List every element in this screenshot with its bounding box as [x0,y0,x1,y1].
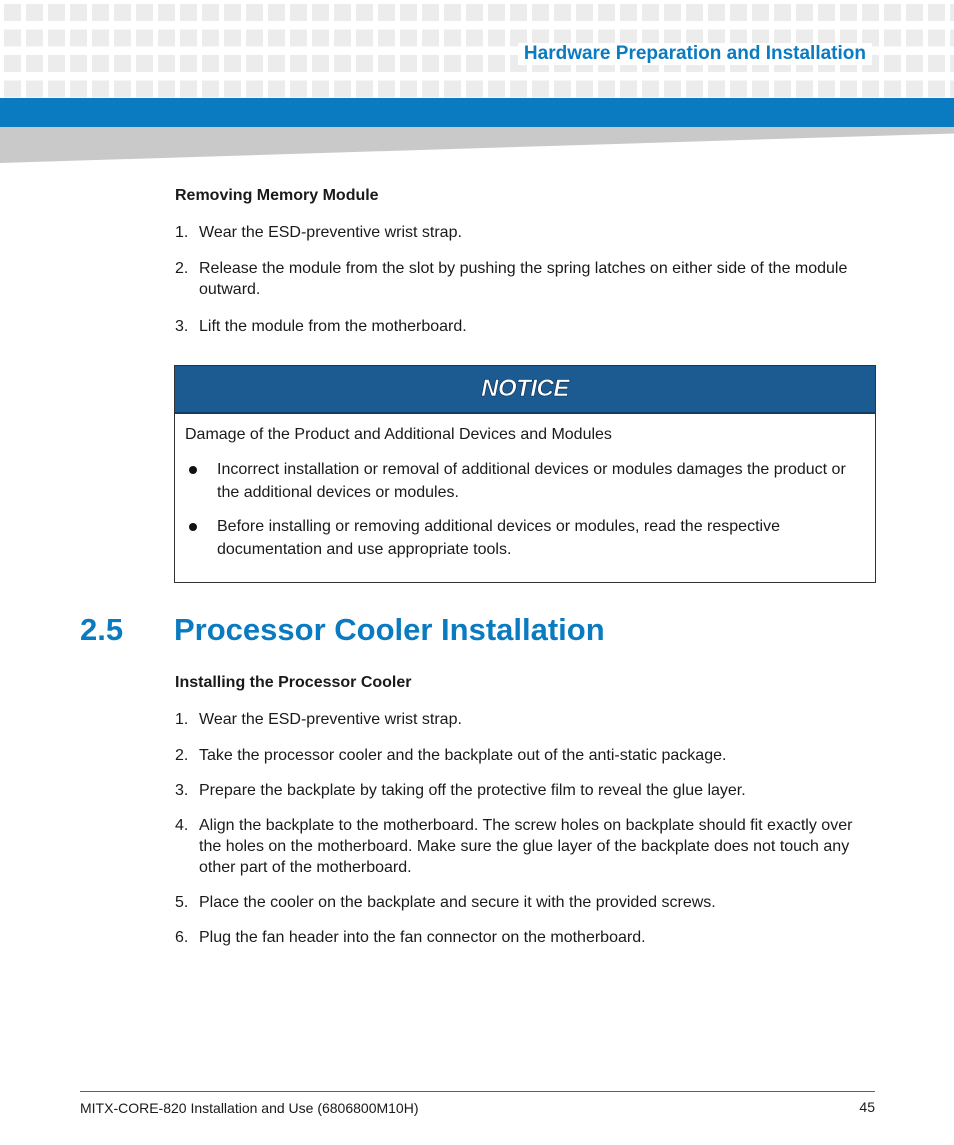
step-text: Wear the ESD-preventive wrist strap. [199,711,462,728]
bullet-text: Incorrect installation or removal of additional devices or modules damages the product or the additional devices or modules. [217,461,846,501]
notice-bullets [185,458,865,561]
removing-heading: Removing Memory Module [175,187,379,204]
step-number: 5. [175,894,189,911]
step-text: Wear the ESD-preventive wrist strap. [199,224,462,241]
list-item [175,780,875,801]
installing-steps [175,709,875,948]
bullet-icon [189,466,197,474]
list-item [175,222,875,243]
step-number: 1. [175,711,189,728]
notice-box [174,365,876,583]
step-number: 6. [175,929,189,946]
bullet-text: Before installing or removing additional devices or modules, read the respective documentation and use appropriate tools. [217,518,780,558]
step-number: 3. [175,318,189,335]
bullet-icon [189,523,197,531]
list-item [175,892,875,913]
list-item [175,258,875,300]
list-item [185,458,865,504]
page-number: 45 [859,1099,875,1115]
step-number: 4. [175,817,189,834]
header-blue-band [0,98,954,127]
list-item [185,515,865,561]
header-gray-wedge [0,127,954,163]
notice-title: NOTICE [481,375,569,402]
step-text: Plug the fan header into the fan connector on the motherboard. [199,929,646,946]
notice-intro: Damage of the Product and Additional Devices and Modules [185,426,612,443]
step-text: Take the processor cooler and the backplate out of the anti-static package. [199,747,727,764]
footer-divider [80,1091,875,1092]
notice-header [175,366,875,414]
list-item [175,745,875,766]
footer-document-title: MITX-CORE-820 Installation and Use (6806800M10H) [80,1100,419,1116]
step-text: Align the backplate to the motherboard. The screw holes on backplate should fit exactly over the holes on the motherboard. Make sure the glue layer of the backplate does not touch any other part of the motherboard. [199,817,853,876]
step-text: Place the cooler on the backplate and secure it with the provided screws. [199,894,716,911]
removing-steps [175,222,875,337]
list-item [175,927,875,948]
list-item [175,815,875,878]
step-text: Lift the module from the motherboard. [199,318,467,335]
step-number: 1. [175,224,189,241]
list-item [175,316,875,337]
list-item [175,709,875,730]
step-number: 3. [175,782,189,799]
step-number: 2. [175,260,189,277]
step-number: 2. [175,747,189,764]
section-title: Processor Cooler Installation [174,612,605,647]
running-header-title: Hardware Preparation and Installation [518,43,872,65]
installing-heading: Installing the Processor Cooler [175,674,412,691]
step-text: Release the module from the slot by pushing the spring latches on either side of the module outward. [199,260,848,298]
section-number: 2.5 [80,612,124,647]
step-text: Prepare the backplate by taking off the protective film to reveal the glue layer. [199,782,746,799]
